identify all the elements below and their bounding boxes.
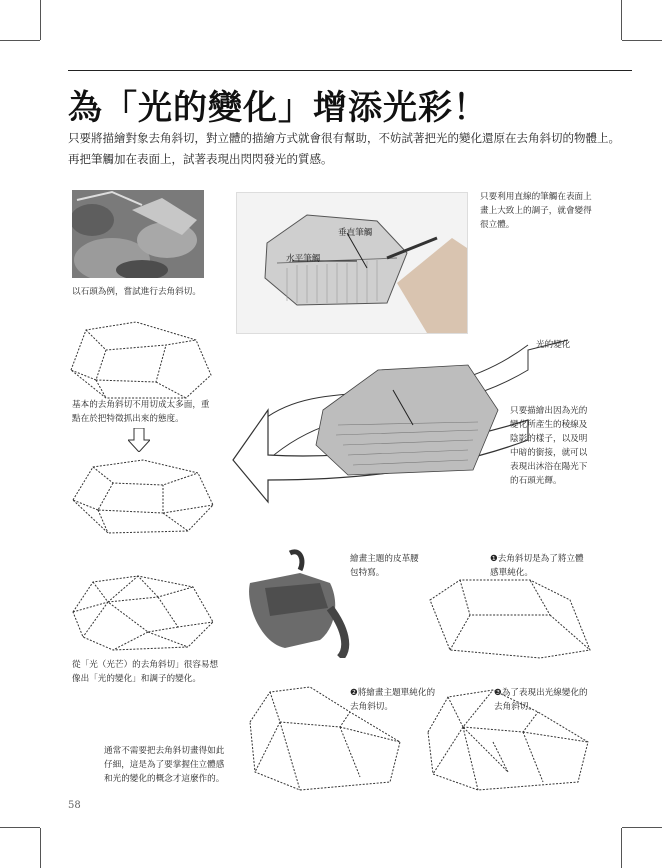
bag-bevel-step3 — [418, 682, 598, 794]
light-change-label: 光的變化 — [536, 340, 571, 350]
bag-bevel-step2 — [240, 682, 410, 794]
page-title: 為「光的變化」增添光彩！ — [68, 88, 488, 128]
step1-caption: ❶去角斜切是為了將立體感單純化。 — [490, 554, 584, 578]
crop-mark — [622, 827, 662, 828]
intro-paragraph: 只要將描繪對象去角斜切，對立體的描繪方式就會很有幫助，不妨試著把光的變化還原在去角斜切的物體上。再把筆觸加在表面上，試著表現出閃閃發光的質感。 — [68, 131, 620, 166]
bevel-drawing-basic — [66, 320, 216, 400]
stone-photo-caption: 以石頭為例，嘗試進行去角斜切。 — [72, 287, 201, 297]
crop-mark — [40, 828, 41, 868]
bag-photo — [240, 548, 350, 658]
sketch-note: 只要利用直線的筆觸在表面上畫上大致上的調子，就會變得很立體。 — [480, 192, 592, 230]
bag-bevel-step1 — [420, 570, 600, 660]
crop-mark — [0, 827, 40, 828]
stone-sketch-photo — [236, 192, 468, 334]
step2-caption: ❷將繪畫主題單純化的去角斜切。 — [350, 688, 436, 712]
bottom-note: 通常不需要把去角斜切畫得如此仔細，這是為了要掌握住立體感和光的變化的概念才這麼作的。 — [104, 746, 225, 784]
page-number: 58 — [68, 800, 81, 811]
vertical-stroke-label: 垂直筆觸 — [338, 228, 373, 238]
light-description: 只要描繪出因為光的變化所產生的稜線及陰影的樣子，以及明中暗的銜接，就可以表現出沐浴在陽光下的石頭光輝。 — [510, 406, 588, 486]
stone-photo — [72, 190, 204, 278]
crop-mark — [621, 828, 622, 868]
down-arrow-icon — [128, 428, 150, 452]
basic-bevel-caption: 基本的去角斜切不用切成太多面，重點在於把特徵抓出來的態度。 — [72, 400, 210, 424]
crop-mark — [0, 40, 40, 41]
crop-mark — [622, 40, 662, 41]
bevel-drawing-detailed — [68, 455, 218, 535]
step3-caption: ❸為了表現出光線變化的去角斜切。 — [494, 688, 588, 712]
horizontal-stroke-label: 水平筆觸 — [286, 254, 321, 264]
crop-mark — [621, 0, 622, 40]
crop-mark — [40, 0, 41, 40]
bevel-light-caption: 從「光（光芒）的去角斜切」很容易想像出「光的變化」和調子的變化。 — [72, 660, 219, 684]
bag-feature-caption: 繪畫主題的皮革腰包特寫。 — [350, 554, 419, 578]
bevel-drawing-light — [68, 572, 218, 652]
title-rule — [68, 70, 632, 71]
